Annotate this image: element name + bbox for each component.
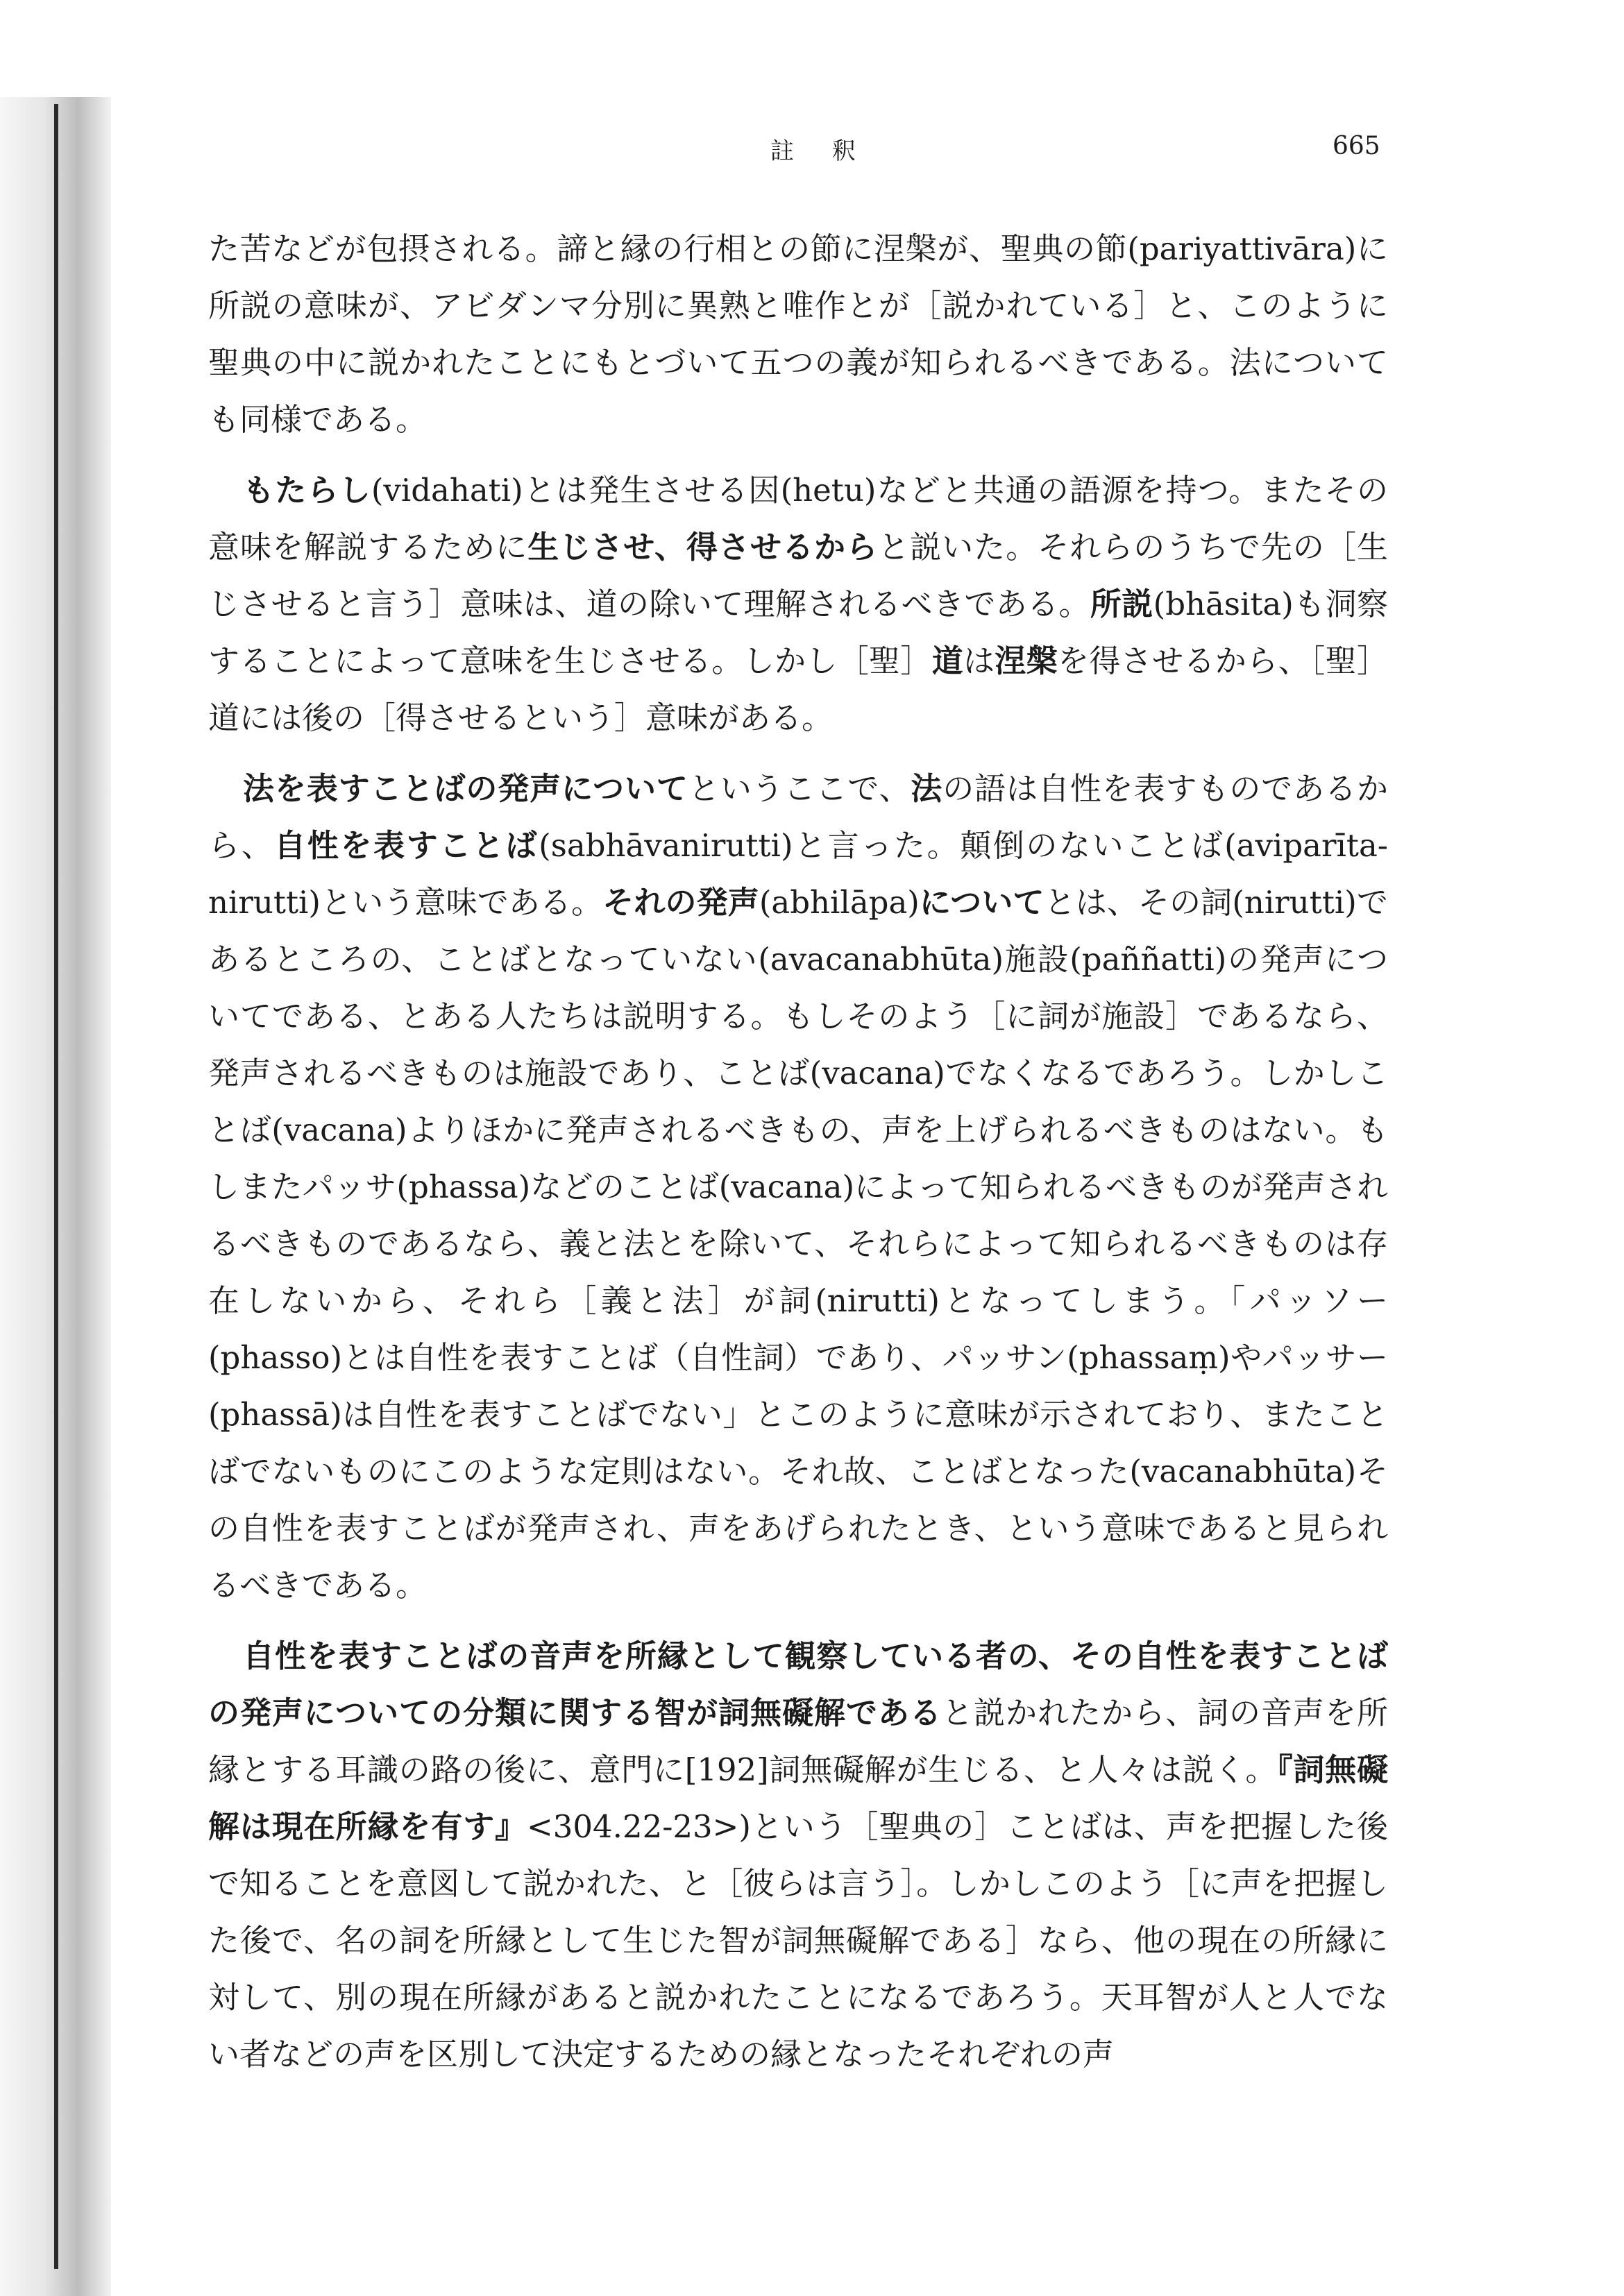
text-segment: (sabhāvanirutti)と言った。顛倒のないことば(aviparīta-nirutti)という意味である。 [208,827,1388,921]
bold-term: 『詞無礙解は現在所縁を有す』 [208,1751,1388,1845]
bold-term: 涅槃 [995,643,1058,679]
text-segment: (bhāsita)も洞察することによって意味を生じさせる。しかし［聖］ [208,586,1388,679]
paragraph-2 [208,462,1388,747]
page-number: 665 [1333,132,1380,160]
bold-term: 道 [931,643,964,679]
running-title: 註 釈 [770,137,871,165]
bold-term: 法を表すことばの発声について [243,770,688,807]
bold-term: について [919,884,1044,921]
bold-term: 法 [911,770,943,807]
text-segment: た苦などが包摂される。諦と縁の行相との節に涅槃が、聖典の節(pariyattivāra)に所説の意味が、アビダンマ分別に異熟と唯作とが［説かれている］と、このように聖典の中に説かれたことにもとづいて五つの義が知られるべきである。法についても同様である。 [208,230,1388,438]
text-segment: と説かれたから、詞の音声を所縁とする耳識の路の後に、意門に[192]詞無礙解が生じる、と人々は説く。 [208,1694,1388,1788]
text-segment: の語は自性を表すものであるから、 [208,770,1388,864]
bold-term: もたらし [243,472,371,509]
bold-term: それの発声 [602,884,759,921]
bold-term: 所説 [1090,586,1153,622]
text-segment: を得させるから、［聖］道には後の［得させるという］意味がある。 [208,643,1388,736]
book-binding-edge [54,104,58,2269]
text-segment: (abhilāpa) [759,884,920,921]
text-segment: と説いた。それらのうちで先の［生じさせると言う］意味は、道の除いて理解されるべきである。 [208,529,1388,622]
page-body [208,221,1388,2083]
bold-term: 自性を表すことばの音声を所縁として観察している者の、その自性を表すことばの発声についての分類に関する智が詞無礙解である [208,1638,1388,1731]
text-segment: <304.22-23>)という［聖典の］ことばは、声を把握した後で知ることを意図して説かれた、と［彼らは言う］。しかしこのよう［に声を把握した後で、名の詞を所縁として生じた智が詞無礙解である］なら、他の現在の所縁に対して、別の現在所縁があると説かれたことになるであろう。天耳智が人と人でない者などの声を区別して決定するための縁となったそれぞれの声 [208,1808,1388,2073]
paragraph-3 [208,760,1388,1614]
bold-term: 生じさせ、得させるから [527,529,879,566]
text-segment: というここで、 [688,770,911,807]
text-segment: (vidahati)とは発生させる因(hetu)などと共通の語源を持つ。またその意味を解説するために [208,472,1388,566]
bold-term: 自性を表すことば [274,827,539,864]
paragraph-4 [208,1628,1388,2083]
text-segment: とは、その詞(nirutti)であるところの、ことばとなっていない(avacanabhūta)施設(paññatti)の発声についてである、とある人たちは説明する。もしそのよう［に詞が施設］であるなら、発声されるべきものは施設であり、ことば(vacana)でなくなるであろう。しかしことば(vacana)よりほかに発声されるべきもの、声を上げられるべきものはない。もしまたパッサ(phassa)などのことば(vacana)によって知られるべきものが発声されるべきものであるなら、義と法とを除いて、それらによって知られるべきものは存在しないから、それら［義と法］が詞(nirutti)となってしまう。「パッソー(phasso)とは自性を表すことば（自性詞）であり、パッサン(phassaṃ)やパッサー(phassā)は自性を表すことばでない」とこのように意味が示されており、またことばでないものにこのような定則はない。それ故、ことばとなった(vacanabhūta)その自性を表すことばが発声され、声をあげられたとき、という意味であると見られるべきである。 [208,884,1388,1604]
paragraph-1 [208,221,1388,448]
text-segment: は [963,643,995,679]
page-header [0,132,1624,173]
